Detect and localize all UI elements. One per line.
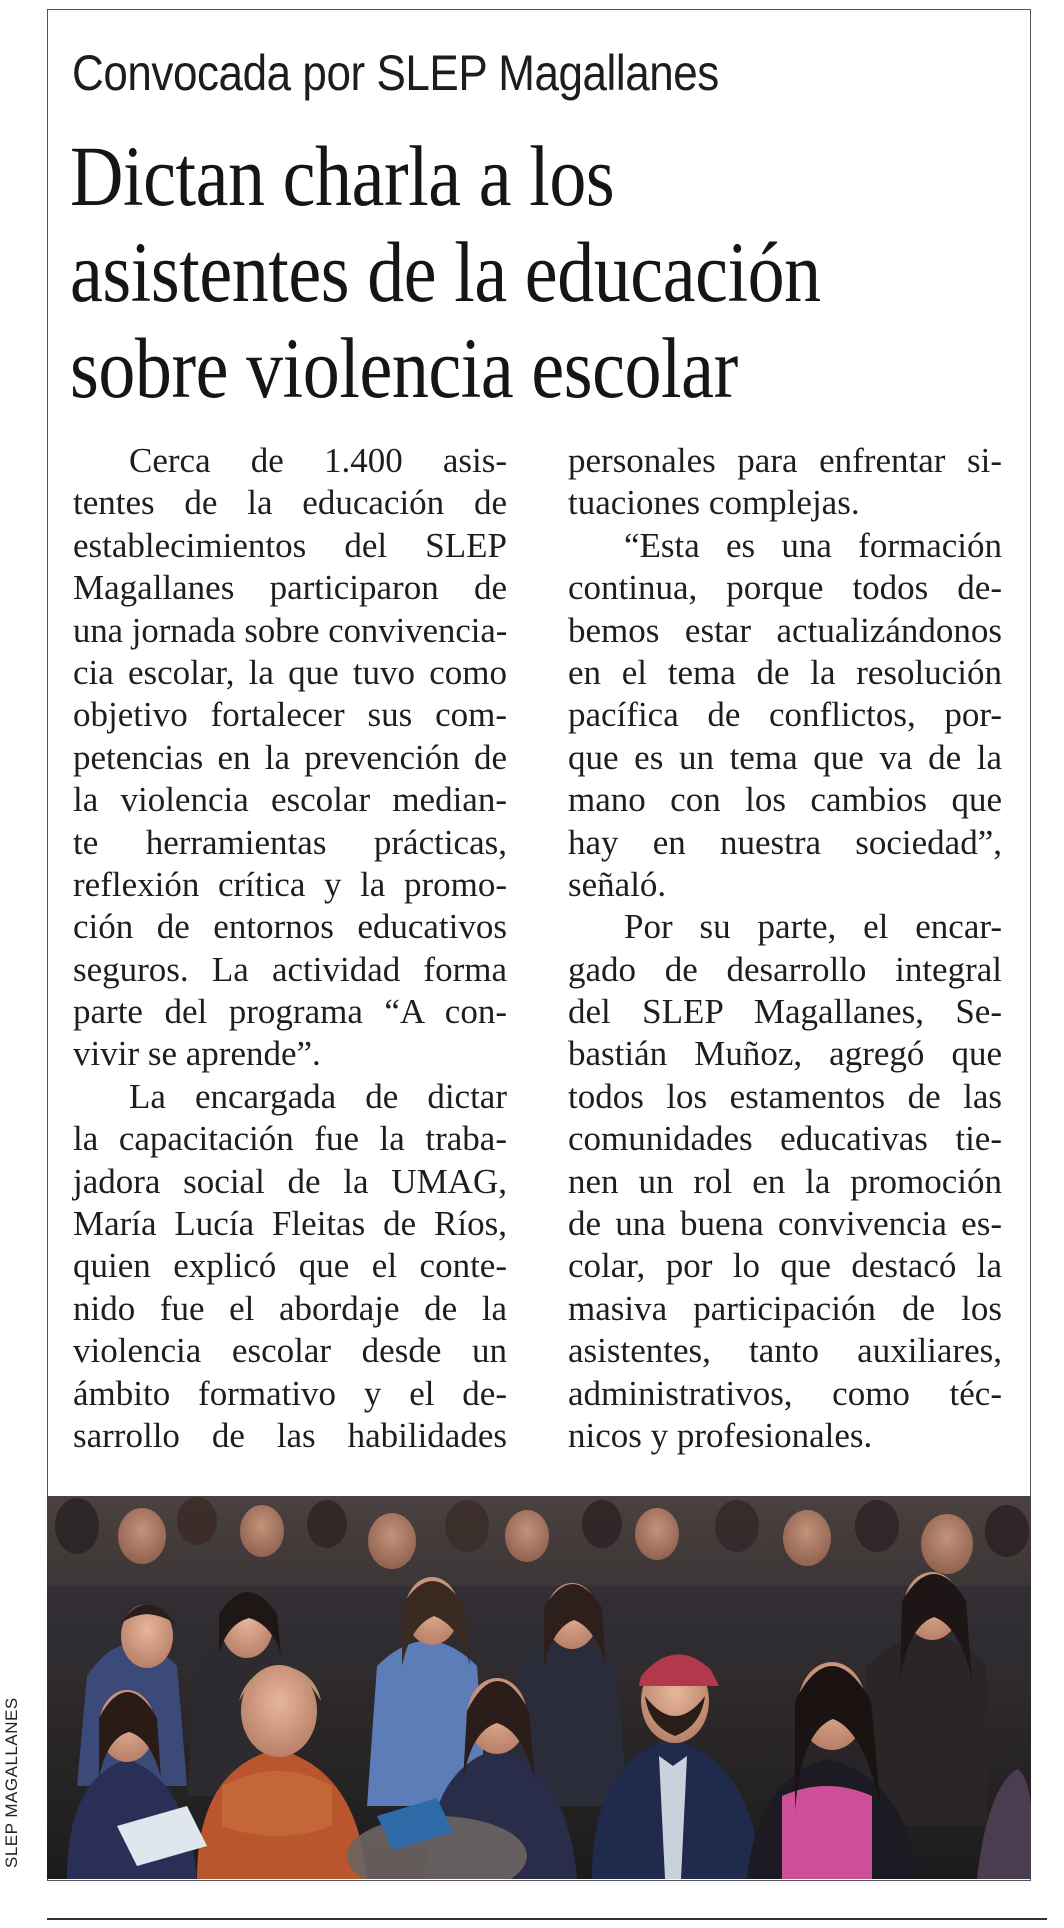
body-line: petencias en la prevención de xyxy=(73,737,507,777)
body-line: del SLEP Magallanes, Se- xyxy=(568,992,1002,1032)
body-line: Por su parte, el encar- xyxy=(624,907,1002,947)
bottom-rule xyxy=(47,1918,1047,1920)
body-line: colar, por lo que destacó la xyxy=(568,1246,1002,1286)
body-line: ámbito formativo y el de- xyxy=(73,1373,507,1413)
body-line: vivir se aprende”. xyxy=(73,1034,321,1074)
body-line: masiva participación de los xyxy=(568,1288,1002,1328)
body-line: te herramientas prácticas, xyxy=(73,822,507,862)
body-line: bastián Muñoz, agregó que xyxy=(568,1034,1002,1074)
body-line: “Esta es una formación xyxy=(624,525,1002,565)
body-line: de una buena convivencia es- xyxy=(568,1204,1002,1244)
body-line: administrativos, como téc- xyxy=(568,1373,1002,1413)
body-line: en el tema de la resolución xyxy=(568,652,1002,692)
body-line: una jornada sobre convivencia- xyxy=(73,610,508,650)
body-line: bemos estar actualizándonos xyxy=(568,610,1002,650)
audience-photo xyxy=(47,1496,1031,1879)
body-line: sarrollo de las habilidades xyxy=(73,1415,507,1455)
article-kicker: Convocada por SLEP Magallanes xyxy=(72,45,719,101)
body-line: comunidades educativas tie- xyxy=(568,1119,1002,1159)
body-line: nido fue el abordaje de la xyxy=(73,1288,507,1328)
body-line: continua, porque todos de- xyxy=(568,568,1002,608)
body-line: tentes de la educación de xyxy=(73,483,507,523)
body-line: la capacitación fue la traba- xyxy=(73,1119,507,1159)
body-line: mano con los cambios que xyxy=(568,780,1002,820)
body-line: Magallanes participaron de xyxy=(73,568,507,608)
body-line: nen un rol en la promoción xyxy=(568,1161,1002,1201)
body-line: señaló. xyxy=(568,864,667,904)
body-line: asistentes, tanto auxiliares, xyxy=(568,1331,1002,1371)
photo-credit: SLEP MAGALLANES xyxy=(2,1697,21,1868)
headline-line: sobre violencia escolar xyxy=(70,320,738,416)
body-line: María Lucía Fleitas de Ríos, xyxy=(73,1204,507,1244)
body-line: violencia escolar desde un xyxy=(73,1331,507,1371)
article-headline xyxy=(70,128,1016,416)
article-body-right-column xyxy=(568,440,1002,1457)
body-line: pacífica de conflictos, por- xyxy=(568,695,1002,735)
body-line: ción de entornos educativos xyxy=(73,907,507,947)
body-line: personales para enfrentar si- xyxy=(568,441,1002,480)
body-line: nicos y profesionales. xyxy=(568,1415,873,1455)
headline-line: asistentes de la educación xyxy=(70,224,821,320)
body-line: tuaciones complejas. xyxy=(568,483,860,523)
body-line: la violencia escolar median- xyxy=(73,780,507,820)
body-line: seguros. La actividad forma xyxy=(73,949,507,989)
body-line: jadora social de la UMAG, xyxy=(73,1161,507,1201)
body-line: establecimientos del SLEP xyxy=(73,525,507,565)
body-line: hay en nuestra sociedad”, xyxy=(568,822,1002,862)
body-line: que es un tema que va de la xyxy=(568,737,1002,777)
body-line: parte del programa “A con- xyxy=(73,992,507,1032)
body-line: quien explicó que el conte- xyxy=(73,1246,507,1286)
body-line: todos los estamentos de las xyxy=(568,1076,1002,1116)
body-line: Cerca de 1.400 asis- xyxy=(129,441,507,480)
body-line: reflexión crítica y la promo- xyxy=(73,864,507,904)
body-line: objetivo fortalecer sus com- xyxy=(73,695,507,735)
body-line: La encargada de dictar xyxy=(129,1076,507,1116)
body-line: gado de desarrollo integral xyxy=(568,949,1002,989)
body-line: cia escolar, la que tuvo como xyxy=(73,652,507,692)
headline-line: Dictan charla a los xyxy=(70,128,615,224)
article-body-left-column xyxy=(73,440,507,1457)
